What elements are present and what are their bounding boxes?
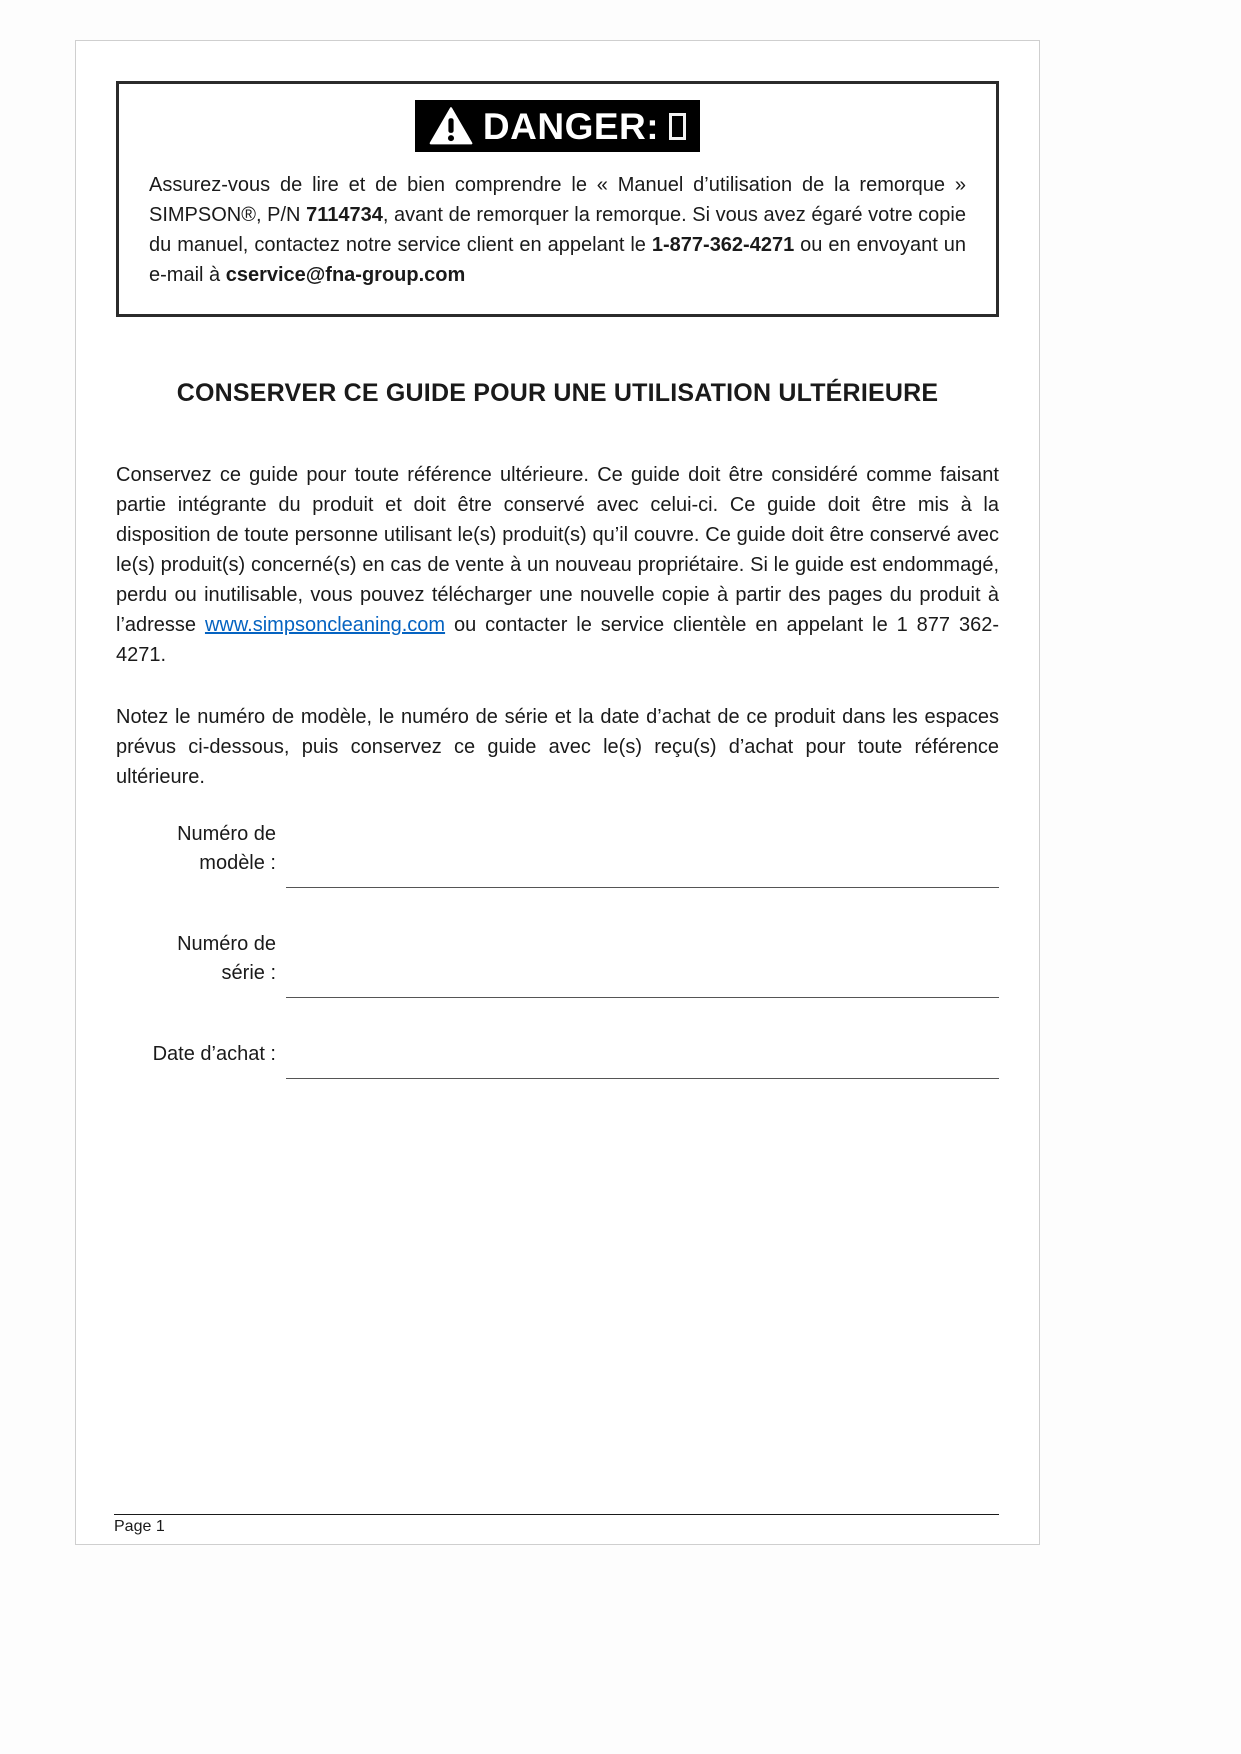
serial-number-line [286, 997, 999, 998]
retention-text-part-1: Conservez ce guide pour toute référence ultérieure. Ce guide doit être considéré comme faisant partie intégrante du produit et doit être conservé avec celui-ci. Ce guide doit être mis à la disposition de toute personne utilisant le(s) produit(s) qu’il couvre. Ce guide doit être conservé avec le(s) produit(s) concerné(s) en cas de vente à un nouveau propriétaire. Si le guide est endommagé, perdu ou inutilisable, vous pouvez télécharger une nouvelle copie à partir des pages du produit à l’adresse [116, 464, 999, 636]
retention-paragraph [116, 460, 999, 670]
document-page [75, 40, 1040, 1545]
model-number-label: Numéro de modèle : [177, 823, 276, 874]
danger-text-part-3: ou en envoyant un e-mail à [149, 234, 966, 286]
danger-part-number: 7114734 [306, 204, 383, 226]
form-row-model-number [148, 820, 999, 878]
record-form [116, 820, 999, 1069]
danger-text [149, 170, 966, 290]
danger-email: cservice@fna-group.com [225, 264, 466, 286]
danger-phone-number: 1-877-362-4271 [651, 234, 795, 256]
retention-text-part-2: ou contacter le service clientèle en appelant le 1 877 362-4271. [116, 614, 999, 666]
danger-box [116, 81, 999, 317]
simpsoncleaning-link[interactable]: www.simpsoncleaning.com [204, 614, 446, 636]
danger-text-part-1: Assurez-vous de lire et de bien comprendre le « Manuel d’utilisation de la remorque » SIMPSON®, P/N [149, 174, 966, 226]
model-number-line [286, 887, 999, 888]
danger-text-part-2: , avant de remorquer la remorque. Si vous avez égaré votre copie du manuel, contactez notre service client en appelant le [149, 204, 966, 256]
warning-triangle-icon [429, 107, 473, 145]
record-paragraph: Notez le numéro de modèle, le numéro de série et la date d’achat de ce produit dans les espaces prévus ci-dessous, puis conservez ce guide avec le(s) reçu(s) d’achat pour toute référence ultérieure. [116, 706, 999, 788]
purchase-date-line [286, 1078, 999, 1079]
page-footer [114, 1514, 999, 1536]
danger-banner-label: DANGER: [482, 105, 660, 147]
form-row-purchase-date [148, 1040, 999, 1069]
form-row-serial-number [148, 930, 999, 988]
serial-number-label: Numéro de série : [177, 933, 276, 984]
page-number: Page 1 [114, 1518, 165, 1535]
purchase-date-label: Date d’achat : [152, 1043, 276, 1065]
page-title: CONSERVER CE GUIDE POUR UNE UTILISATION ULTÉRIEURE [176, 379, 939, 407]
danger-banner [415, 100, 700, 152]
missing-glyph-icon [669, 113, 686, 140]
